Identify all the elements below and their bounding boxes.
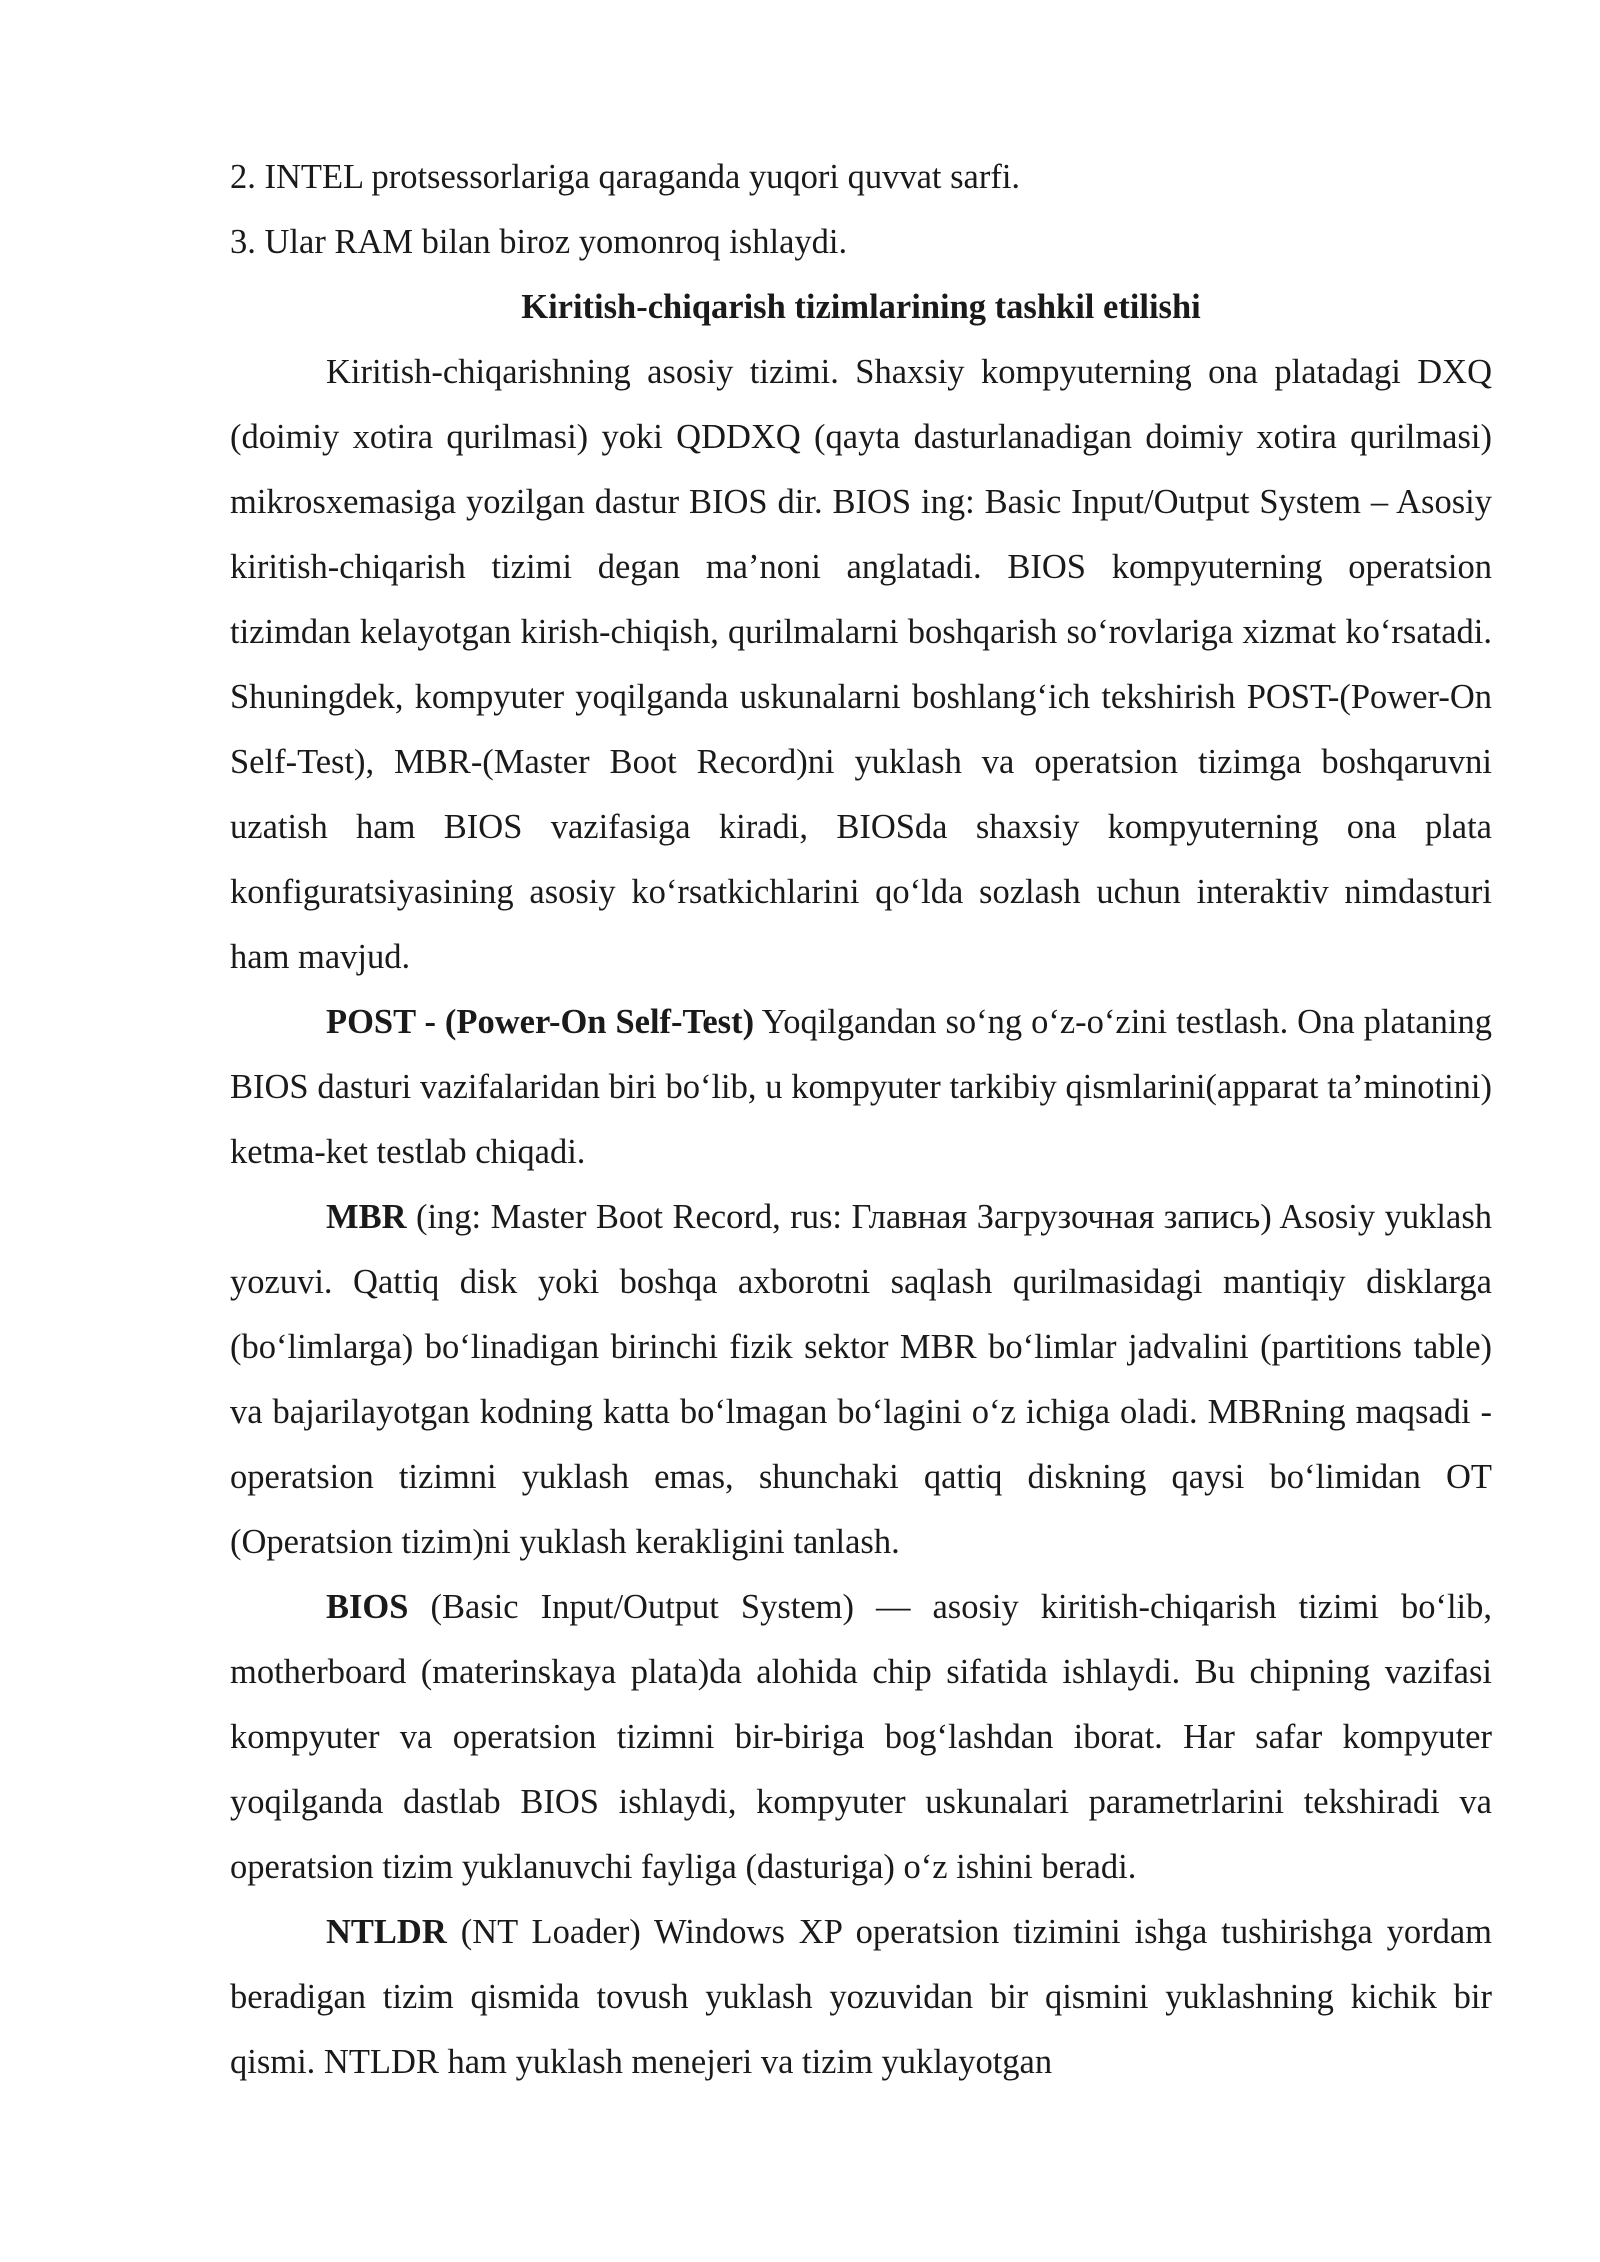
paragraph-ntldr <box>230 1900 1492 2095</box>
paragraph-bios <box>230 1575 1492 1900</box>
term-mbr: MBR <box>326 1198 407 1236</box>
paragraph-text: Kiritish-chiqarishning asosiy tizimi. Shaxsiy kompyuterning ona platadagi DXQ (doimiy xotira qurilmasi) yoki QDDXQ (qayta dasturlanadigan doimiy xotira qurilmasi) mikrosxemasiga yozilgan dastur BIOS dir. BIOS ing: Basic Input/Output System – Asosiy kiritish-chiqarish tizimi degan ma’noni anglatadi. BIOS kompyuterning operatsion tizimdan kelayotgan kirish-chiqish, qurilmalarni boshqarish so‘rovlariga xizmat ko‘rsatadi. Shuningdek, kompyuter yoqilganda uskunalarni boshlang‘ich tekshirish POST-(Power-On Self-Test), MBR-(Master Boot Record)ni yuklash va operatsion tizimga boshqaruvni uzatish ham BIOS vazifasiga kiradi, BIOSda shaxsiy kompyuterning ona plata konfiguratsiyasining asosiy ko‘rsatkichlarini qo‘lda sozlash uchun interaktiv nimdasturi ham mavjud. <box>230 353 1492 976</box>
paragraph-text: (NT Loader) Windows XP operatsion tizimini ishga tushirishga yordam beradigan tizim qismida tovush yuklash yozuvidan bir qismini yuklashning kichik bir qismi. NTLDR ham yuklash menejeri va tizim yuklayotgan <box>230 1913 1492 2081</box>
paragraph-post <box>230 990 1492 1185</box>
term-post: POST - (Power-On Self-Test) <box>326 1003 755 1041</box>
paragraph-text: (ing: Master Boot Record, rus: Главная Загрузочная запись) Asosiy yuklash yozuvi. Qattiq disk yoki boshqa axborotni saqlash qurilmasidagi mantiqiy disklarga (bo‘limlarga) bo‘linadigan birinchi fizik sektor MBR bo‘limlar jadvalini (partitions table) va bajarilayotgan kodning katta bo‘lmagan bo‘lagini o‘z ichiga oladi. MBRning maqsadi - operatsion tizimni yuklash emas, shunchaki qattiq diskning qaysi bo‘limidan OT (Operatsion tizim)ni yuklash kerakligini tanlash. <box>230 1198 1492 1561</box>
list-item-3: 3. Ular RAM bilan biroz yomonroq ishlaydi. <box>230 223 848 261</box>
paragraph-text: (Basic Input/Output System) — asosiy kiritish-chiqarish tizimi bo‘lib, motherboard (materinskaya plata)da alohida chip sifatida ishlaydi. Bu chipning vazifasi kompyuter va operatsion tizimni bir-biriga bog‘lashdan iborat. Har safar kompyuter yoqilganda dastlab BIOS ishlaydi, kompyuter uskunalari parametrlarini tekshiradi va operatsion tizim yuklanuvchi fayliga (dasturiga) o‘z ishini beradi. <box>230 1588 1492 1886</box>
document-body <box>230 145 1492 2095</box>
term-ntldr: NTLDR <box>326 1913 447 1951</box>
section-heading: Kiritish-chiqarish tizimlarining tashkil etilishi <box>521 288 1201 326</box>
paragraph-text: Yoqilgandan so‘ng o‘z-o‘zini testlash. Ona plataning BIOS dasturi vazifalaridan biri bo‘lib, u kompyuter tarkibiy qismlarini(apparat ta’minotini) ketma-ket testlab chiqadi. <box>230 1003 1492 1171</box>
term-bios: BIOS <box>326 1588 409 1626</box>
paragraph-mbr <box>230 1185 1492 1575</box>
list-item-2: 2. INTEL protsessorlariga qaraganda yuqori quvvat sarfi. <box>230 158 1021 196</box>
paragraph-io-system <box>230 340 1492 990</box>
